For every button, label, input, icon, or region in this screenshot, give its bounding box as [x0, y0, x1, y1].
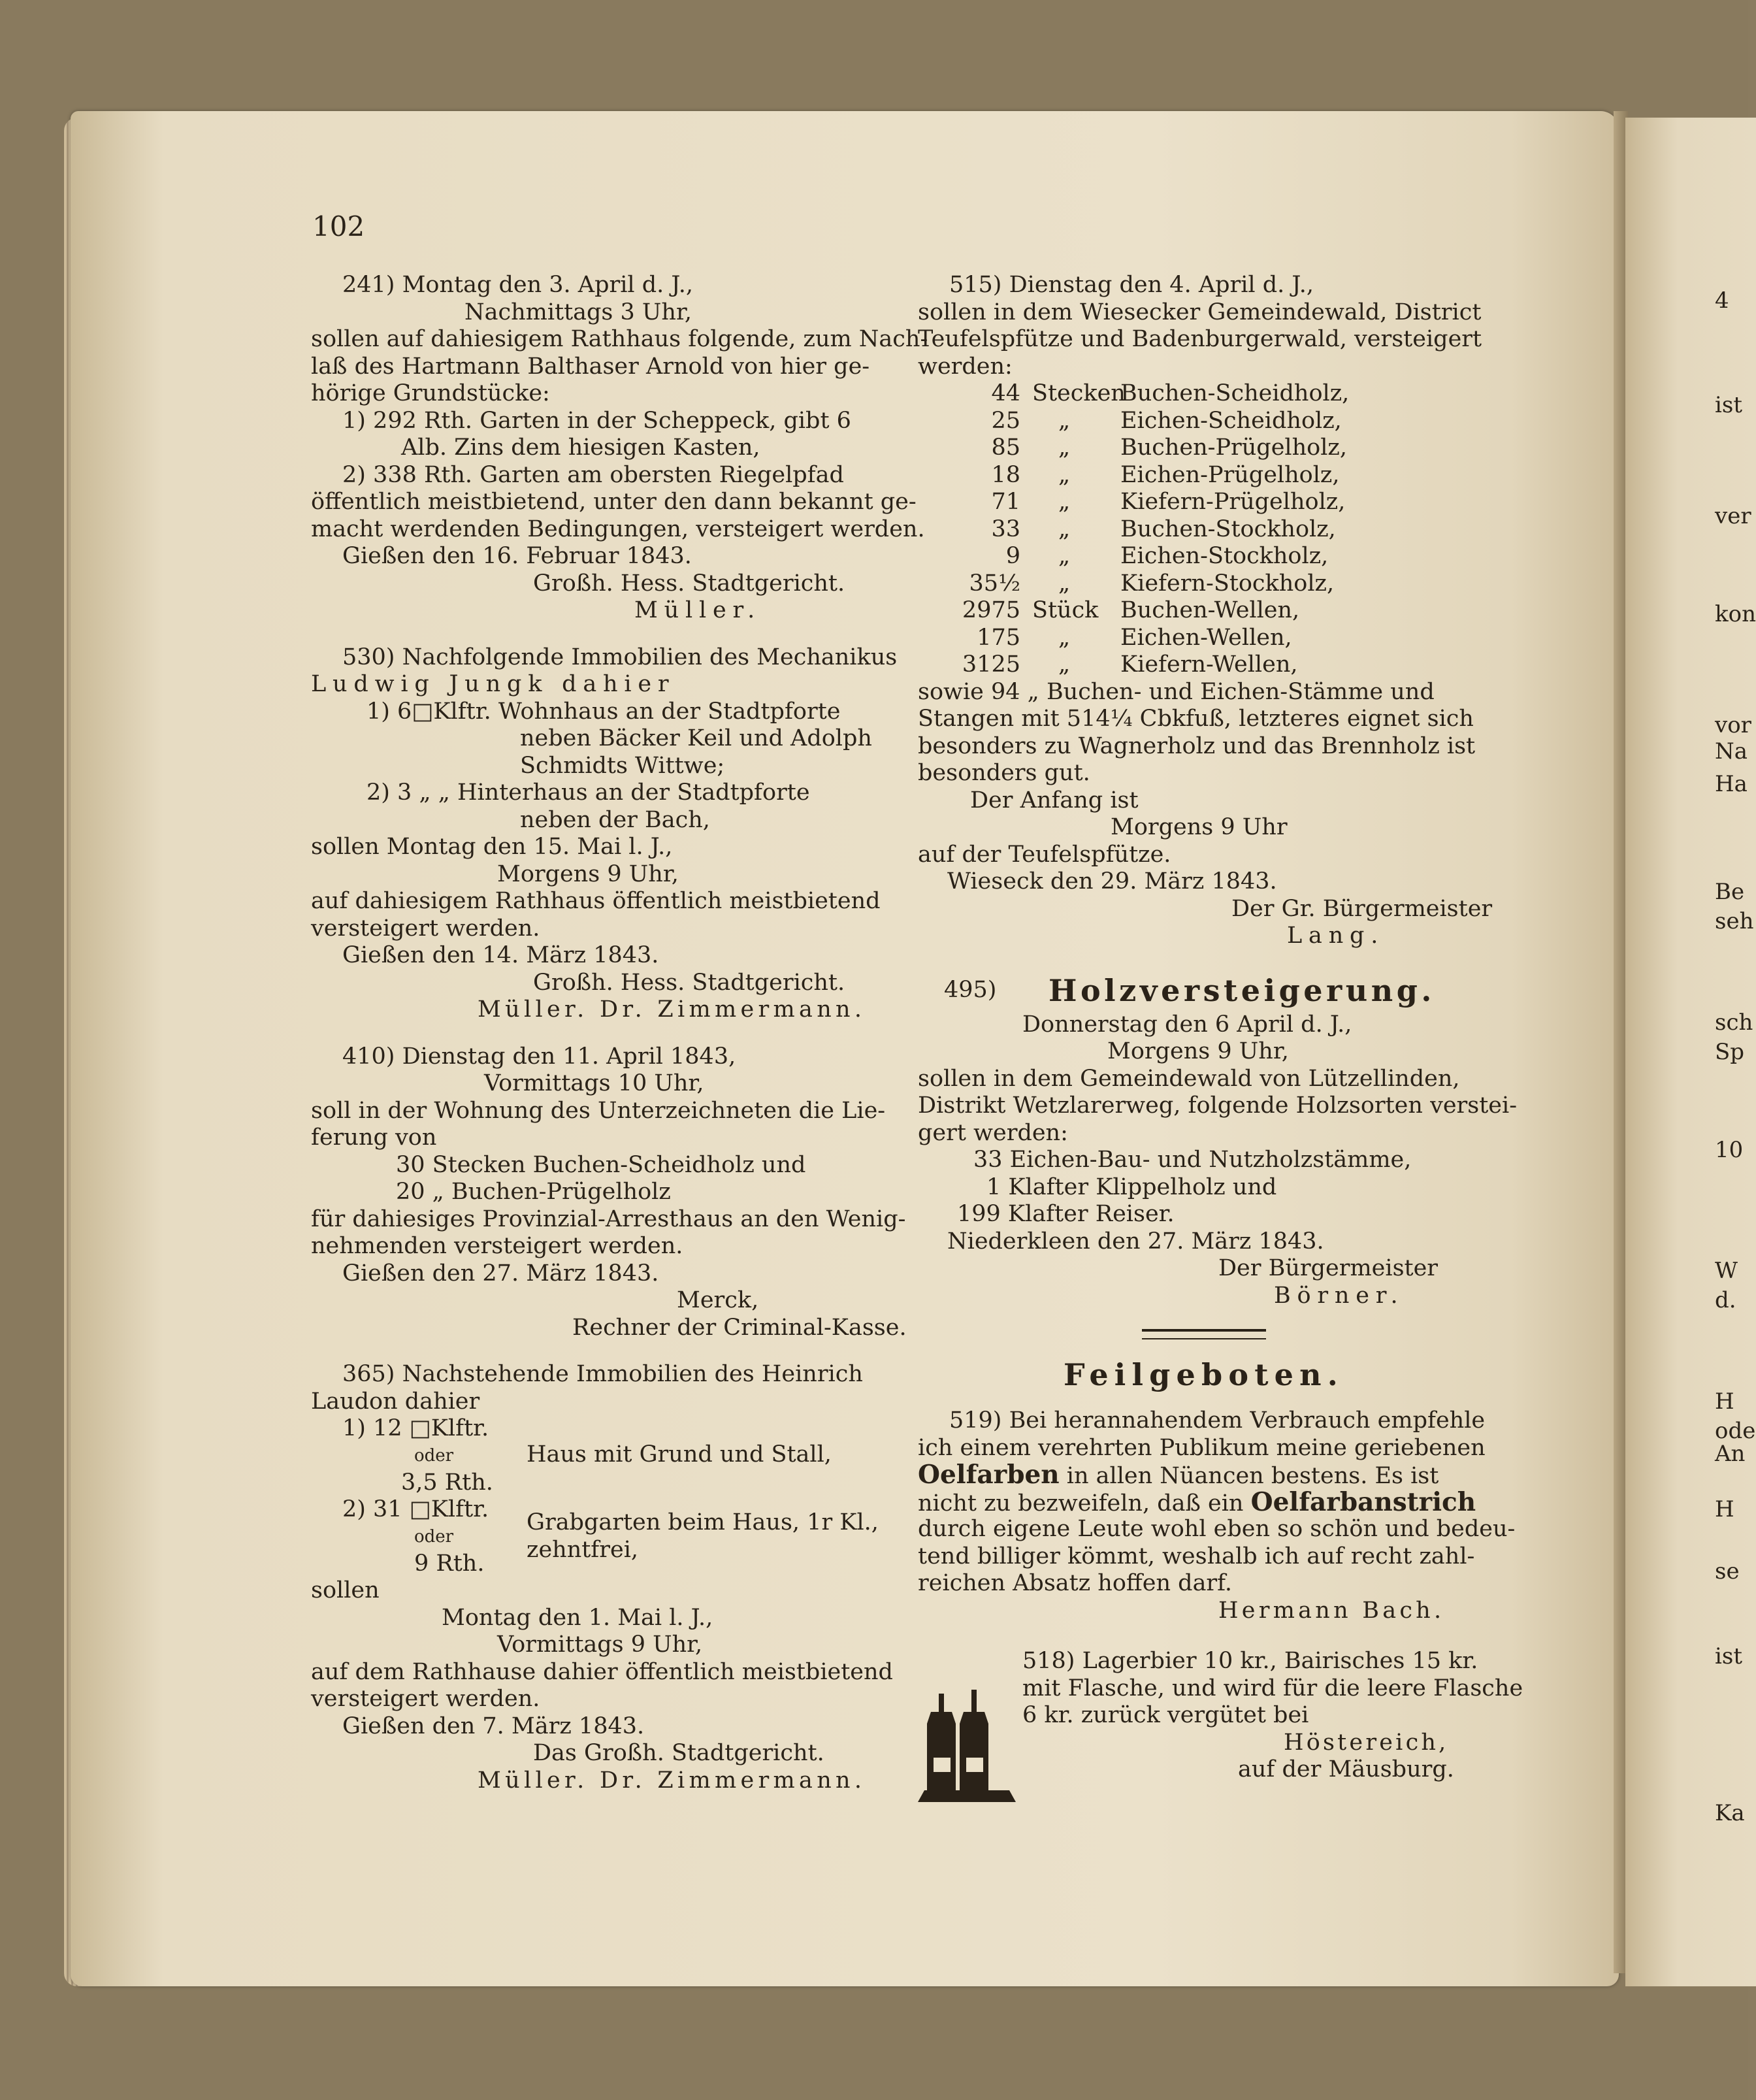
notice-line: 1) 292 Rth. Garten in der Scheppeck, gibt 6 [342, 407, 851, 434]
notice-date: Gießen den 16. Februar 1843. [342, 543, 692, 569]
notice-line: 410) Dienstag den 11. April 1843, [342, 1043, 736, 1070]
wood-type: Buchen-Stockholz, [1120, 516, 1336, 542]
notice-line: besonders zu Wagnerholz und das Brennholz ist [918, 732, 1476, 759]
wood-quantity: 35½ [969, 570, 1020, 597]
notice-line: mit Flasche, und wird für die leere Flasche [1022, 1675, 1523, 1701]
facing-page-fragment: H [1715, 1388, 1734, 1415]
notice-line: Stangen mit 514¼ Cbkfuß, letzteres eignet sich [918, 706, 1474, 732]
item-area: 2) 31 □Klftr. [342, 1496, 489, 1522]
wood-unit: „ [1058, 435, 1071, 461]
facing-page-fragment: H [1715, 1496, 1734, 1522]
item-or: oder [414, 1445, 454, 1466]
notice-line: sollen in dem Wiesecker Gemeindewald, District [918, 299, 1482, 325]
notice-signature: Höstereich, [1284, 1729, 1449, 1756]
section-heading-feilgeboten: Feilgeboten. [1063, 1357, 1344, 1392]
wood-type: Buchen-Prügelholz, [1120, 435, 1347, 461]
notice-signature: Börner. [1274, 1282, 1405, 1309]
property-item-2 [311, 1496, 886, 1577]
notice-515 [918, 272, 1493, 950]
notice-line: 30 Stecken Buchen-Scheidholz und [396, 1151, 806, 1178]
notice-line: Vormittags 9 Uhr, [497, 1632, 703, 1658]
facing-page-fragment: ist [1715, 1643, 1742, 1669]
notice-line: versteigert werden. [311, 915, 540, 942]
item-or: oder [414, 1526, 454, 1547]
notice-signature: Müller. [634, 597, 762, 623]
notice-line: Ludwig Jungk dahier [311, 671, 675, 697]
notice-signature-place: auf der Mäusburg. [1238, 1756, 1454, 1782]
notice-line: ich einem verehrten Publikum meine geriebenen [918, 1434, 1486, 1461]
notice-line: reichen Absatz hoffen darf. [918, 1570, 1232, 1596]
notice-line: sollen Montag den 15. Mai l. J., [311, 834, 673, 860]
wood-quantity: 71 [991, 489, 1020, 515]
notice-line: 6 kr. zurück vergütet bei [1022, 1702, 1309, 1728]
notice-signature-title: Rechner der Criminal-Kasse. [572, 1314, 907, 1341]
wood-quantity: 33 [991, 516, 1020, 542]
product-name: Oelfarbanstrich [1250, 1486, 1476, 1517]
notice-line: für dahiesiges Provinzial-Arresthaus an den Wenig- [311, 1206, 906, 1232]
notice-line: Vormittags 10 Uhr, [484, 1070, 704, 1096]
facing-page-fragment: Ka [1715, 1800, 1745, 1826]
wood-type: Buchen-Scheidholz, [1120, 380, 1350, 406]
notice-line: besonders gut. [918, 760, 1090, 786]
notice-line [918, 1486, 1489, 1517]
item-description: Haus mit Grund und Stall, [527, 1441, 832, 1468]
notice-495 [918, 970, 1518, 1310]
wood-quantity: 175 [977, 624, 1020, 651]
notice-authority: Großh. Hess. Stadtgericht. [533, 570, 845, 597]
notice-text: in allen Nüancen bestens. Es ist [1066, 1463, 1439, 1489]
wood-type: Eichen-Stockholz, [1120, 543, 1329, 569]
notice-line: sowie 94 „ Buchen- und Eichen-Stämme und [918, 678, 1435, 705]
notice-line: 241) Montag den 3. April d. J., [342, 272, 693, 298]
notice-signature: Müller. Dr. Zimmermann. [478, 1767, 866, 1794]
notice-line: 518) Lagerbier 10 kr., Bairisches 15 kr. [1022, 1648, 1478, 1674]
wood-quantity: 85 [991, 435, 1020, 461]
facing-page-fragment: W [1715, 1258, 1738, 1284]
notice-line: sollen in dem Gemeindewald von Lützellinden, [918, 1065, 1460, 1092]
notice-line: neben Bäcker Keil und Adolph [520, 725, 872, 751]
item-area-alt: 3,5 Rth. [401, 1469, 493, 1496]
wood-unit: „ [1058, 407, 1071, 434]
facing-page-fragment: sch [1715, 1009, 1753, 1036]
wood-unit: „ [1058, 543, 1071, 569]
notice-line: Morgens 9 Uhr, [497, 861, 679, 887]
notice-line: durch eigene Leute wohl eben so schön und bedeu- [918, 1516, 1516, 1542]
notice-495-header [918, 970, 1489, 1011]
notice-410 [311, 1043, 907, 1342]
wood-type: Eichen-Scheidholz, [1120, 407, 1342, 434]
notice-line: auf der Teufelspfütze. [918, 841, 1171, 868]
notice-line: nehmenden versteigert werden. [311, 1233, 683, 1259]
notice-signature: Lang. [1287, 923, 1385, 949]
facing-page-fragment: An [1715, 1441, 1746, 1467]
wood-list-item [957, 597, 1489, 625]
notice-line: versteigert werden. [311, 1686, 540, 1712]
wood-quantity: 18 [991, 461, 1020, 488]
facing-page-fragment: seh [1715, 908, 1754, 934]
notice-line: soll in der Wohnung des Unterzeichneten die Lie- [311, 1097, 886, 1124]
notice-authority: Großh. Hess. Stadtgericht. [533, 969, 845, 996]
notice-authority: Das Großh. Stadtgericht. [533, 1740, 824, 1766]
wood-type: Eichen-Wellen, [1120, 624, 1292, 651]
notice-text: nicht zu bezweifeln, daß ein [918, 1490, 1244, 1517]
notice-519 [918, 1407, 1516, 1624]
wood-list-item [957, 543, 1489, 570]
notice-line: öffentlich meistbietend, unter den dann bekannt ge- [311, 489, 917, 515]
notice-line: auf dem Rathhause dahier öffentlich meistbietend [311, 1658, 893, 1685]
notice-signature: Müller. Dr. Zimmermann. [478, 996, 866, 1023]
notice-date: Niederkleen den 27. März 1843. [947, 1228, 1324, 1255]
beer-bottles-illustration [918, 1686, 1016, 1803]
section-divider [1142, 1329, 1266, 1339]
notice-authority: Der Gr. Bürgermeister [1231, 895, 1493, 922]
wood-unit: Stecken [1032, 380, 1126, 406]
facing-page-fragment: Sp [1715, 1039, 1745, 1065]
wood-type: Buchen-Wellen, [1120, 597, 1300, 623]
wood-unit: „ [1058, 516, 1071, 542]
notice-signature: Hermann Bach. [1218, 1597, 1445, 1624]
page-number: 102 [312, 210, 365, 242]
notice-number: 495) [944, 976, 997, 1003]
notice-signature: Merck, [677, 1287, 759, 1313]
notice-line: 365) Nachstehende Immobilien des Heinrich [342, 1361, 863, 1387]
facing-page-fragment: 10 [1715, 1137, 1744, 1163]
notice-line: tend billiger kömmt, weshalb ich auf recht zahl- [918, 1543, 1475, 1569]
notice-line: Distrikt Wetzlarerweg, folgende Holzsorten verstei- [918, 1092, 1518, 1119]
notice-line: Der Anfang ist [970, 787, 1139, 813]
notice-line: Schmidts Wittwe; [520, 752, 725, 779]
notice-530 [311, 644, 898, 1024]
notice-line: 530) Nachfolgende Immobilien des Mechanikus [342, 644, 898, 670]
notice-line: 2) 3 „ „ Hinterhaus an der Stadtpforte [366, 779, 810, 806]
notice-line: macht werdenden Bedingungen, versteigert werden. [311, 516, 925, 542]
notice-line: hörige Grundstücke: [311, 380, 550, 406]
wood-list-item [957, 516, 1489, 544]
facing-page-fragment: 4 [1715, 287, 1729, 314]
notice-line: sollen [311, 1577, 380, 1603]
notice-line: 33 Eichen-Bau- und Nutzholzstämme, [973, 1147, 1412, 1173]
notice-line: 199 Klafter Reiser. [957, 1201, 1175, 1227]
notice-line: Morgens 9 Uhr, [1107, 1038, 1289, 1064]
wood-unit: Stück [1032, 597, 1099, 623]
wood-unit: „ [1058, 651, 1071, 678]
wood-list-item [957, 489, 1489, 516]
wood-list-item [957, 435, 1489, 462]
wood-quantity: 2975 [962, 597, 1020, 623]
notice-date: Gießen den 27. März 1843. [342, 1260, 659, 1287]
wood-type: Kiefern-Wellen, [1120, 651, 1298, 678]
right-column [918, 272, 1523, 1784]
notice-line: werden: [918, 353, 1013, 380]
wood-quantity: 3125 [962, 651, 1020, 678]
notice-line: Donnerstag den 6 April d. J., [1022, 1011, 1352, 1038]
notice-line: auf dahiesigem Rathhaus öffentlich meistbietend [311, 888, 881, 914]
wood-list-item [957, 625, 1489, 652]
notice-line: 515) Dienstag den 4. April d. J., [949, 272, 1314, 298]
notice-date: Gießen den 14. März 1843. [342, 942, 659, 968]
wood-quantity: 25 [991, 407, 1020, 434]
notice-line: 519) Bei herannahendem Verbrauch empfehle [949, 1407, 1486, 1434]
wood-list [918, 380, 1489, 679]
notice-line: 2) 338 Rth. Garten am obersten Riegelpfad [342, 461, 844, 488]
item-area-alt: 9 Rth. [414, 1550, 485, 1577]
notice-line: Teufelspfütze und Badenburgerwald, versteigert [918, 326, 1482, 352]
notice-line: sollen auf dahiesigem Rathhaus folgende, zum Nach- [311, 326, 928, 352]
notice-365 [311, 1361, 893, 1794]
notice-line: laß des Hartmann Balthaser Arnold von hier ge- [311, 353, 870, 380]
item-description: Grabgarten beim Haus, 1r Kl., [527, 1509, 879, 1535]
item-area: 1) 12 □Klftr. [342, 1415, 489, 1441]
notice-date: Wieseck den 29. März 1843. [947, 868, 1277, 894]
notice-line: 1 Klafter Klippelholz und [986, 1173, 1277, 1200]
notice-241 [311, 272, 928, 625]
wood-list-item [957, 408, 1489, 435]
wood-quantity: 9 [1005, 543, 1020, 569]
notice-line [918, 1462, 1489, 1489]
facing-page-fragment: kon [1715, 601, 1756, 627]
wood-type: Kiefern-Prügelholz, [1120, 489, 1346, 515]
notice-line: Alb. Zins dem hiesigen Kasten, [401, 435, 760, 461]
wood-list-item [957, 570, 1489, 598]
facing-page-fragment: se [1715, 1558, 1740, 1584]
notice-line: Laudon dahier [311, 1388, 480, 1415]
facing-page-fragment: Ha [1715, 771, 1748, 797]
notice-line: Morgens 9 Uhr [1111, 814, 1288, 840]
wood-type: Eichen-Prügelholz, [1120, 461, 1340, 488]
wood-unit: „ [1058, 489, 1071, 515]
wood-quantity: 44 [991, 380, 1020, 406]
wood-type: Kiefern-Stockholz, [1120, 570, 1335, 597]
wood-unit: „ [1058, 624, 1071, 651]
notice-date: Gießen den 7. März 1843. [342, 1713, 645, 1739]
wood-unit: „ [1058, 461, 1071, 488]
notice-authority: Der Bürgermeister [1218, 1255, 1439, 1281]
facing-page-fragment: vor [1715, 712, 1751, 738]
facing-page-fragment: Na [1715, 738, 1748, 764]
section-heading: Holzversteigerung. [1049, 972, 1435, 1008]
wood-list-item [957, 380, 1489, 408]
facing-page-fragment: ode [1715, 1418, 1756, 1444]
property-item-1 [311, 1415, 886, 1496]
wood-unit: „ [1058, 570, 1071, 597]
notice-line: Nachmittags 3 Uhr, [464, 299, 692, 325]
item-description: zehntfrei, [527, 1536, 639, 1563]
facing-page-fragment: Be [1715, 879, 1745, 905]
notice-line: ferung von [311, 1124, 437, 1151]
facing-page-fragment: ist [1715, 392, 1742, 418]
notice-line: 20 „ Buchen-Prügelholz [396, 1179, 671, 1205]
wood-list-item [957, 651, 1489, 679]
notice-line: Montag den 1. Mai l. J., [442, 1604, 713, 1631]
facing-page-fragment: ver [1715, 503, 1751, 529]
product-name: Oelfarben [918, 1460, 1060, 1490]
notice-line: 1) 6□Klftr. Wohnhaus an der Stadtpforte [366, 698, 841, 725]
facing-page-fragment: d. [1715, 1287, 1736, 1313]
wood-list-item [957, 462, 1489, 489]
notice-line: neben der Bach, [520, 806, 710, 833]
notice-line: gert werden: [918, 1119, 1068, 1146]
left-column [311, 272, 928, 1794]
